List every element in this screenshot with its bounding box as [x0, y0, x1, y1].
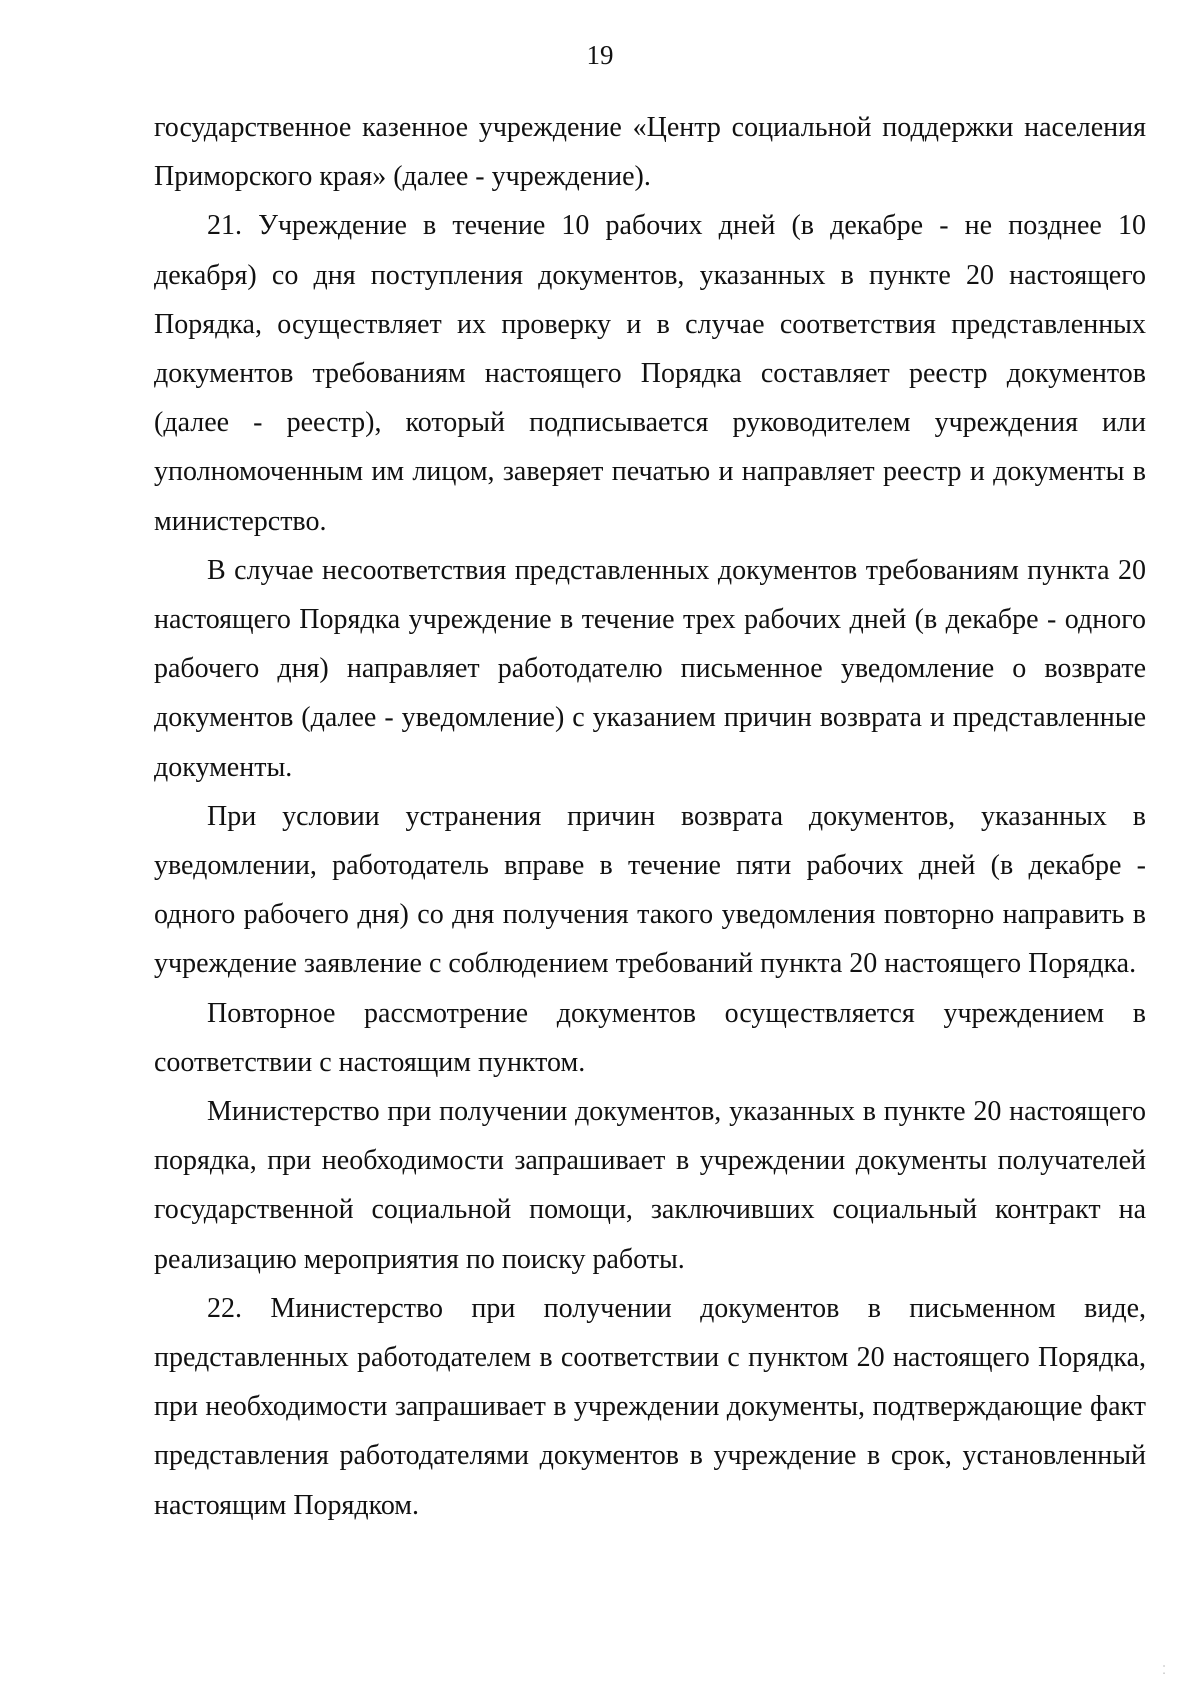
paragraph-continuation: государственное казенное учреждение «Центр социальной поддержки населения Приморского края» (далее - учреждение). [154, 112, 1146, 193]
document-body [154, 103, 1146, 1530]
paragraph-ministry-request: Министерство при получении документов, указанных в пункте 20 настоящего порядка, при необходимости запрашивает в учреждении документы получателей государственной социальной помощи, заключивших социальный контракт на реализацию мероприятия по поиску работы. [154, 1096, 1146, 1275]
paragraph-nonconformity: В случае несоответствия представленных документов требованиям пункта 20 настоящего Порядка учреждение в течение трех рабочих дней (в декабре - одного рабочего дня) направляет работодателю письменное уведомление о возврате документов (далее - уведомление) с указанием причин возврата и представленные документы. [154, 554, 1146, 783]
paragraph-resubmission: При условии устранения причин возврата документов, указанных в уведомлении, работодатель вправе в течение пяти рабочих дней (в декабре - одного рабочего дня) со дня получения такого уведомления повторно направить в учреждение заявление с соблюдением требований пункта 20 настоящего Порядка. [154, 800, 1146, 980]
paragraph-repeated-review: Повторное рассмотрение документов осуществляется учреждением в соответствии с настоящим пунктом. [154, 997, 1146, 1078]
page-number: 19 [586, 40, 614, 70]
scan-artifact-icon: ⁚ [1162, 1663, 1166, 1677]
paragraph-item-22: 22. Министерство при получении документов в письменном виде, представленных работодателем в соответствии с пунктом 20 настоящего Порядка, при необходимости запрашивает в учреждении документы, подтверждающие факт представления работодателями документов в учреждение в срок, установленный настоящим Порядком. [154, 1292, 1146, 1521]
paragraph-item-21: 21. Учреждение в течение 10 рабочих дней (в декабре - не позднее 10 декабря) со дня поступления документов, указанных в пункте 20 настоящего Порядка, осуществляет их проверку и в случае соответствия представленных документов требованиям настоящего Порядка составляет реестр документов (далее - реестр), который подписывается руководителем учреждения или уполномоченным им лицом, заверяет печатью и направляет реестр и документы в министерство. [154, 210, 1146, 537]
